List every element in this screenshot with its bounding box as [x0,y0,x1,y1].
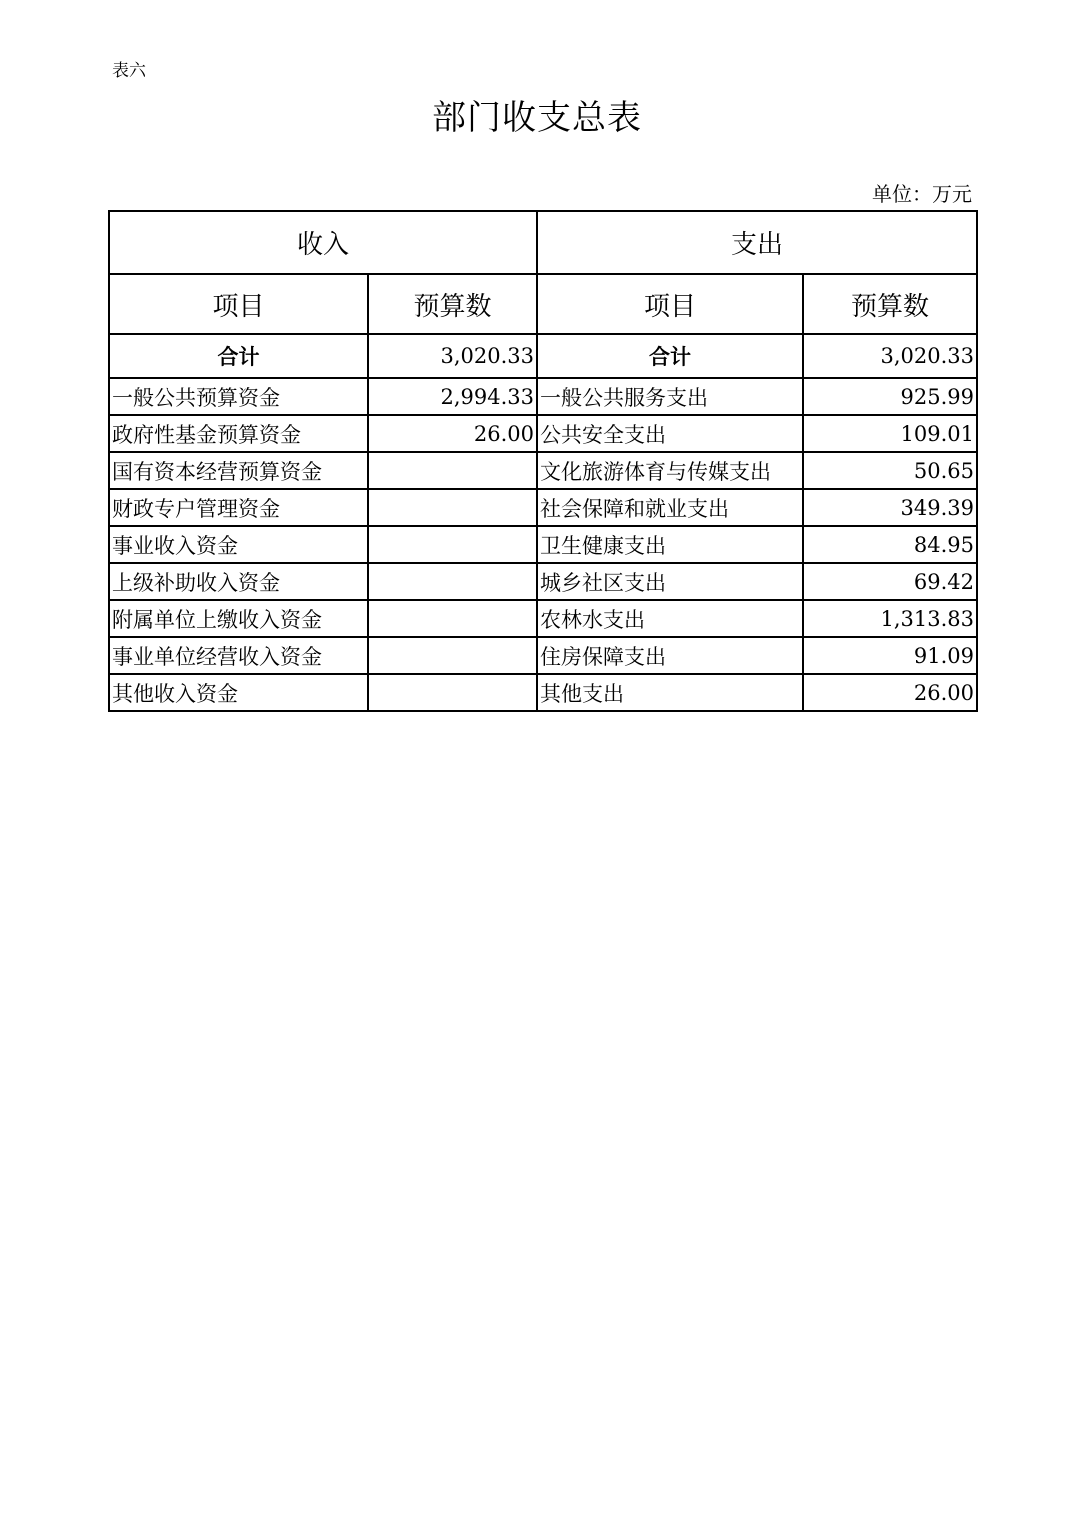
income-total-label: 合计 [109,334,368,378]
income-item: 一般公共预算资金 [109,378,368,415]
table-row [109,526,977,563]
income-value [368,526,537,563]
expense-budget-header: 预算数 [803,274,977,334]
expense-value: 1,313.83 [803,600,977,637]
expense-item: 其他支出 [537,674,803,711]
income-value [368,563,537,600]
income-group-header: 收入 [109,211,537,274]
table-number: 表六 [112,61,146,81]
expense-value: 349.39 [803,489,977,526]
expense-item: 卫生健康支出 [537,526,803,563]
income-value [368,489,537,526]
table-row [109,452,977,489]
table-row [109,415,977,452]
income-item: 其他收入资金 [109,674,368,711]
expense-item: 住房保障支出 [537,637,803,674]
expense-item: 一般公共服务支出 [537,378,803,415]
income-item: 财政专户管理资金 [109,489,368,526]
expense-value: 69.42 [803,563,977,600]
income-value [368,452,537,489]
column-header-row [109,274,977,334]
income-item: 政府性基金预算资金 [109,415,368,452]
table-row [109,674,977,711]
income-value [368,637,537,674]
table-row [109,637,977,674]
expense-group-header: 支出 [537,211,977,274]
page-title: 部门收支总表 [432,98,642,138]
expense-item: 文化旅游体育与传媒支出 [537,452,803,489]
income-budget-header: 预算数 [368,274,537,334]
expense-item: 社会保障和就业支出 [537,489,803,526]
unit-label: 单位：万元 [872,182,972,206]
expense-value: 50.65 [803,452,977,489]
budget-summary-table [108,210,978,712]
income-value: 2,994.33 [368,378,537,415]
income-item: 上级补助收入资金 [109,563,368,600]
income-total-value: 3,020.33 [368,334,537,378]
income-item: 国有资本经营预算资金 [109,452,368,489]
expense-value: 109.01 [803,415,977,452]
group-header-row [109,211,977,274]
expense-item-header: 项目 [537,274,803,334]
income-item-header: 项目 [109,274,368,334]
income-value [368,600,537,637]
expense-value: 26.00 [803,674,977,711]
expense-value: 91.09 [803,637,977,674]
expense-item: 公共安全支出 [537,415,803,452]
expense-item: 城乡社区支出 [537,563,803,600]
table-row [109,489,977,526]
total-row [109,334,977,378]
expense-value: 84.95 [803,526,977,563]
table-row [109,563,977,600]
income-item: 附属单位上缴收入资金 [109,600,368,637]
expense-total-label: 合计 [537,334,803,378]
table-row [109,378,977,415]
income-value [368,674,537,711]
expense-item: 农林水支出 [537,600,803,637]
expense-value: 925.99 [803,378,977,415]
table-row [109,600,977,637]
expense-total-value: 3,020.33 [803,334,977,378]
income-item: 事业收入资金 [109,526,368,563]
income-value: 26.00 [368,415,537,452]
income-item: 事业单位经营收入资金 [109,637,368,674]
